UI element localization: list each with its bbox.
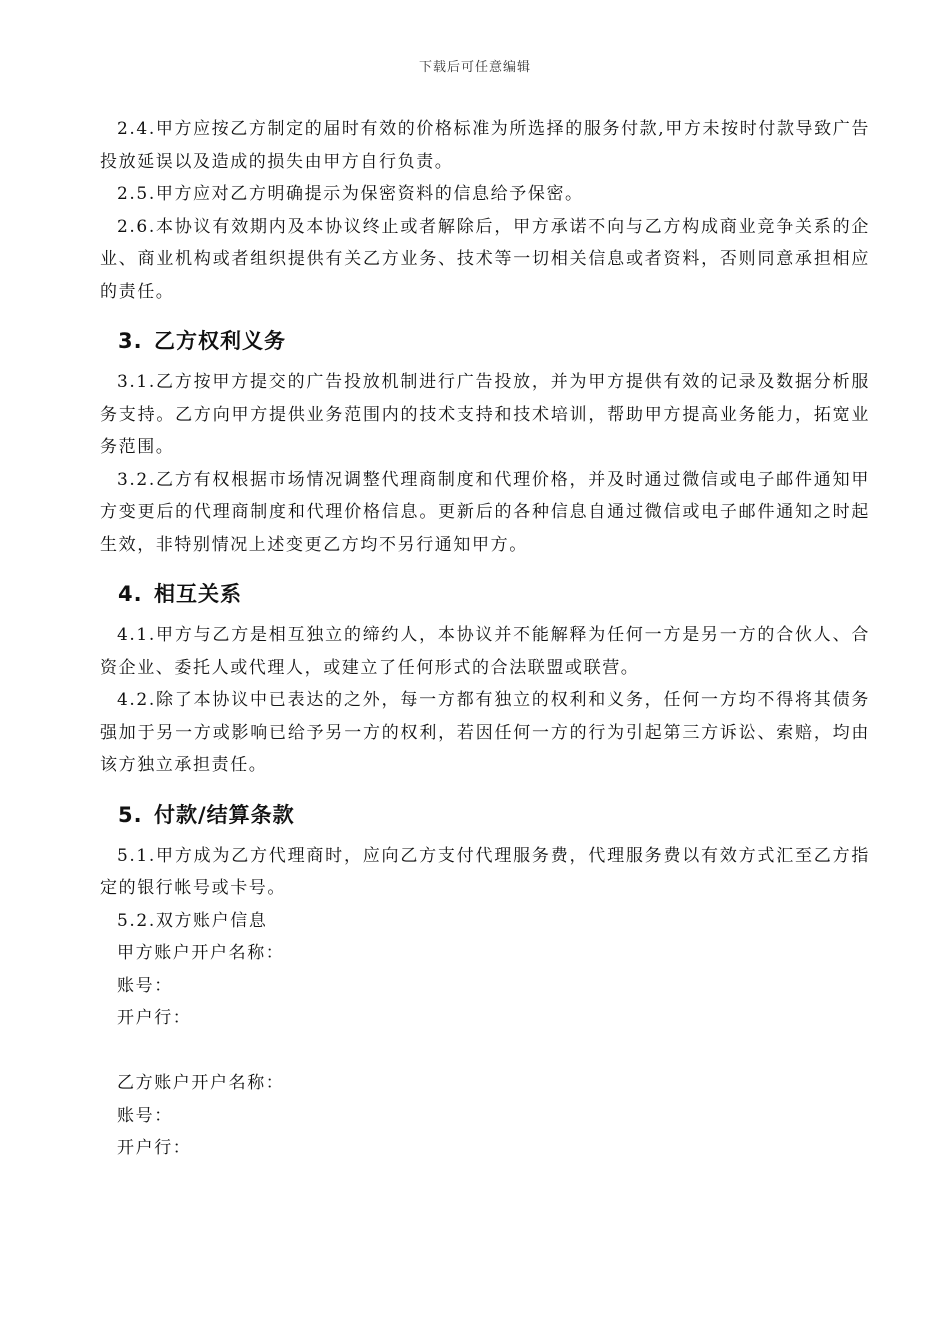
party-a-bank: 开户行： [117, 1008, 192, 1028]
header-note: 下载后可任意编辑 [418, 60, 531, 75]
party-a-account-no: 账号： [117, 975, 173, 996]
clause-5-2: 5.2.双方账户信息 [117, 910, 268, 931]
party-b-account-name: 乙方账户开户名称： [117, 1073, 285, 1093]
section-5-heading [100, 800, 870, 830]
clause-5-1: 5.1.甲方成为乙方代理商时，应向乙方支付代理服务费，代理服务费以有效方式汇至乙方指定的银行帐号或卡号。 [100, 845, 870, 898]
party-b-account-no: 账号： [117, 1105, 173, 1126]
party-a-account-name: 甲方账户开户名称： [117, 943, 285, 963]
section-3-number: 3. [118, 329, 143, 353]
clause-4-1: 4.1.甲方与乙方是相互独立的缔约人，本协议并不能解释为任何一方是另一方的合伙人、合资企业、委托人或代理人，或建立了任何形式的合法联盟或联营。 [100, 625, 870, 678]
clause-2-5: 2.5.甲方应对乙方明确提示为保密资料的信息给予保密。 [117, 184, 584, 204]
section-3-heading [100, 326, 870, 356]
document-body [100, 113, 870, 1165]
section-5-title: 付款/结算条款 [154, 802, 295, 827]
clause-2-6: 2.6.本协议有效期内及本协议终止或者解除后，甲方承诺不向与乙方构成商业竞争关系的企业、商业机构或者组织提供有关乙方业务、技术等一切相关信息或者资料，否则同意承担相应的责任。 [100, 216, 870, 302]
clause-4-2: 4.2.除了本协议中已表达的之外，每一方都有独立的权利和义务，任何一方均不得将其债务强加于另一方或影响已给予另一方的权利，若因任何一方的行为引起第三方诉讼、索赔，均由该方独立承担责任。 [100, 690, 870, 775]
section-4-heading [100, 579, 870, 609]
section-3-title: 乙方权利义务 [154, 329, 286, 353]
section-4-title: 相互关系 [154, 582, 242, 606]
party-b-bank: 开户行： [117, 1138, 192, 1158]
section-5-number: 5. [118, 802, 143, 827]
clause-3-1: 3.1.乙方按甲方提交的广告投放机制进行广告投放，并为甲方提供有效的记录及数据分析服务支持。乙方向甲方提供业务范围内的技术支持和技术培训，帮助甲方提高业务能力，拓宽业务范围。 [100, 372, 870, 457]
section-4-number: 4. [118, 582, 143, 606]
clause-3-2: 3.2.乙方有权根据市场情况调整代理商制度和代理价格，并及时通过微信或电子邮件通知甲方变更后的代理商制度和代理价格信息。更新后的各种信息自通过微信或电子邮件通知之时起生效，非特别情况上述变更乙方均不另行通知甲方。 [100, 469, 870, 555]
clause-2-4: 2.4.甲方应按乙方制定的届时有效的价格标准为所选择的服务付款,甲方未按时付款导致广告投放延误以及造成的损失由甲方自行负责。 [100, 119, 870, 172]
